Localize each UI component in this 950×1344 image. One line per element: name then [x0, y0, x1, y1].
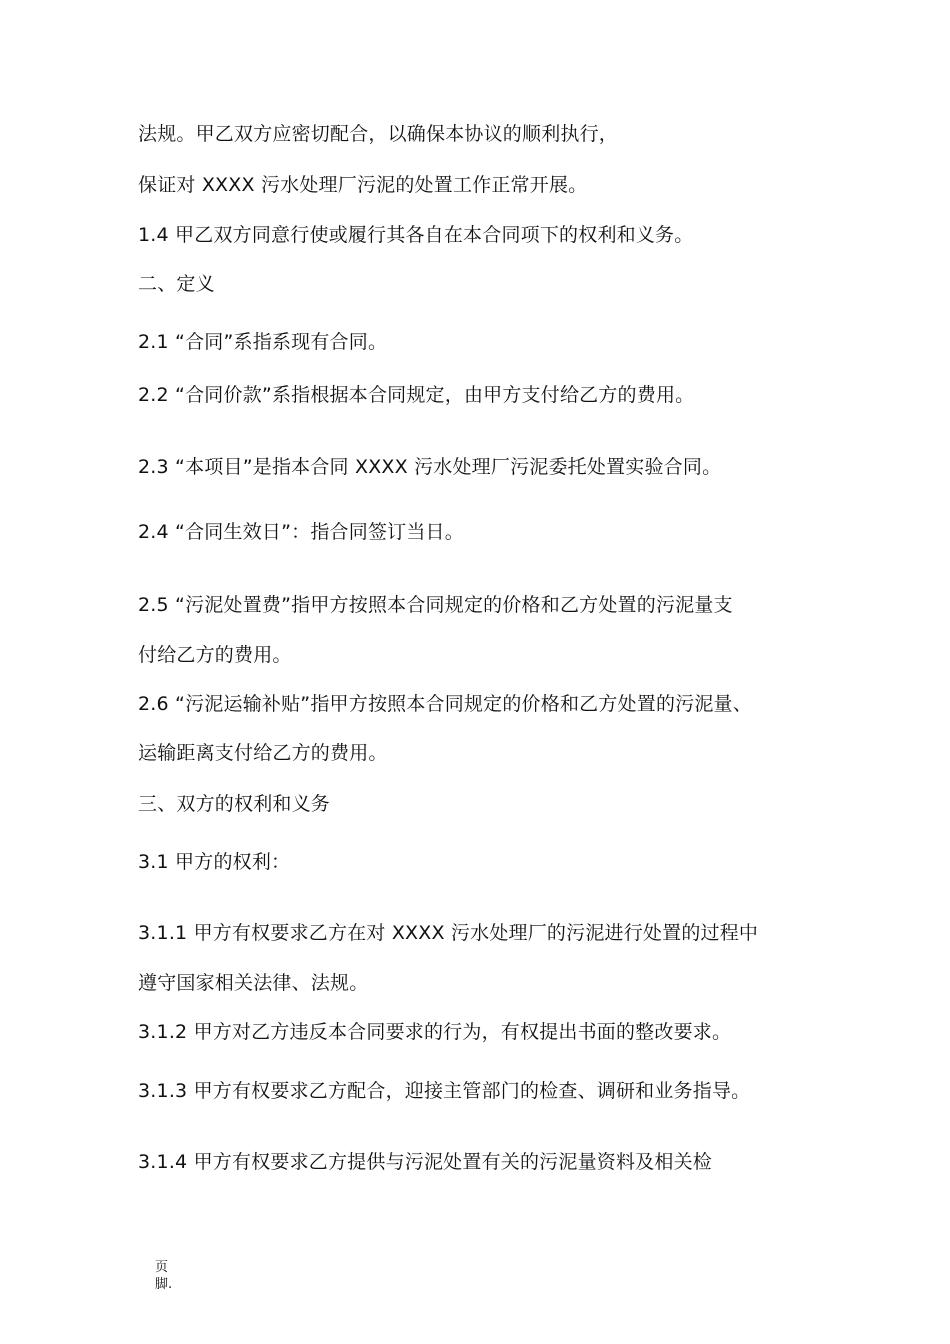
body-text-line: 付给乙方的费用。: [138, 644, 292, 666]
clause-2-1: 2.1 “合同”系指系现有合同。: [138, 331, 388, 353]
body-text-line: 保证对 XXXX 污水处理厂污泥的处置工作正常开展。: [138, 174, 588, 196]
body-text-line: 法规。甲乙双方应密切配合，以确保本协议的顺利执行，: [138, 123, 619, 145]
clause-2-3: 2.3 “本项目”是指本合同 XXXX 污水处理厂污泥委托处置实验合同。: [138, 456, 722, 478]
clause-3-1-2: 3.1.2 甲方对乙方违反本合同要求的行为，有权提出书面的整改要求。: [138, 1021, 732, 1043]
clause-3-1-3: 3.1.3 甲方有权要求乙方配合，迎接主管部门的检查、调研和业务指导。: [138, 1080, 751, 1102]
page-footer: 页脚.: [155, 1260, 173, 1292]
clause-3-1-1: 3.1.1 甲方有权要求乙方在对 XXXX 污水处理厂的污泥进行处置的过程中: [138, 922, 759, 944]
clause-2-6: 2.6 “污泥运输补贴”指甲方按照本合同规定的价格和乙方处置的污泥量、: [138, 693, 752, 715]
clause-2-5: 2.5 “污泥处置费”指甲方按照本合同规定的价格和乙方处置的污泥量支: [138, 594, 733, 616]
clause-2-2: 2.2 “合同价款”系指根据本合同规定，由甲方支付给乙方的费用。: [138, 384, 695, 406]
clause-3-1-4: 3.1.4 甲方有权要求乙方提供与污泥处置有关的污泥量资料及相关检: [138, 1151, 712, 1173]
section-heading-rights-obligations: 三、双方的权利和义务: [138, 793, 331, 815]
section-heading-definitions: 二、定义: [138, 273, 215, 295]
body-text-line: 遵守国家相关法律、法规。: [138, 972, 369, 994]
body-text-line: 运输距离支付给乙方的费用。: [138, 742, 388, 764]
clause-1-4: 1.4 甲乙双方同意行使或履行其各自在本合同项下的权利和义务。: [138, 224, 694, 246]
clause-2-4: 2.4 “合同生效日”：指合同签订当日。: [138, 521, 464, 543]
clause-3-1: 3.1 甲方的权利：: [138, 851, 291, 873]
